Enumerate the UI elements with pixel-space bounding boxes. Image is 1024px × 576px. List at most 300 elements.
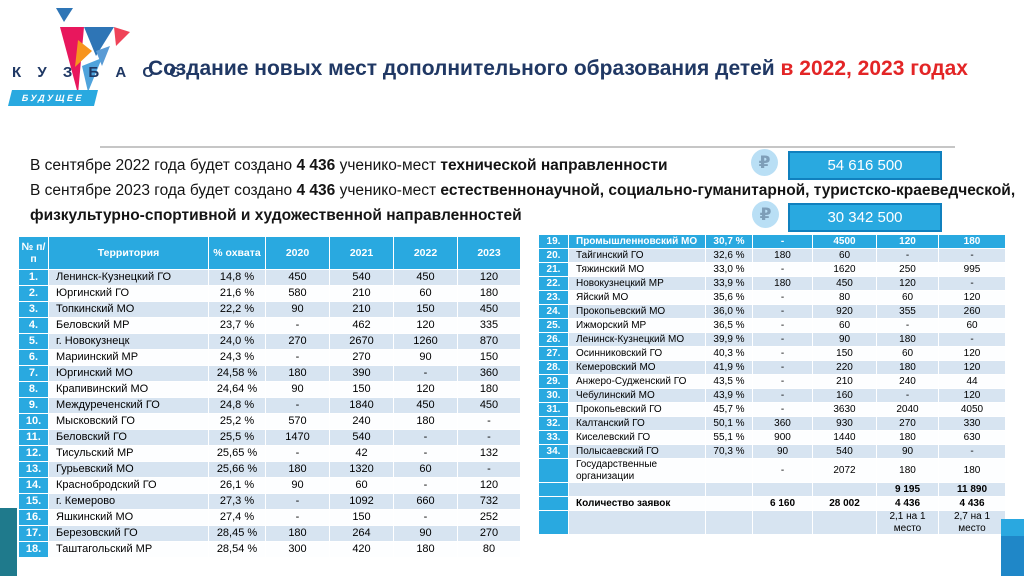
year-2020-cell: 90	[266, 382, 330, 398]
year-2023-cell: 120	[939, 361, 1006, 375]
territory-cell: Тайгинский ГО	[569, 249, 706, 263]
year-2023-cell: -	[939, 333, 1006, 347]
year-2021-cell: 1092	[330, 494, 394, 510]
year-2023-cell: 132	[458, 446, 521, 462]
year-2021-cell: 80	[813, 291, 877, 305]
row-number-cell: 26.	[539, 333, 569, 347]
year-2020-cell: 300	[266, 542, 330, 558]
year-2020-cell: -	[266, 510, 330, 526]
year-2020-cell: -	[753, 333, 813, 347]
year-2022-cell: 2040	[877, 403, 939, 417]
year-2022-cell: 60	[877, 347, 939, 361]
title-divider	[100, 146, 955, 148]
row-number-cell: 28.	[539, 361, 569, 375]
year-2023-cell: -	[939, 445, 1006, 459]
coverage-percent-cell: 25,66 %	[209, 462, 266, 478]
year-2023-cell: 180	[458, 382, 521, 398]
year-2022-cell: -	[394, 510, 458, 526]
logo-tagline-badge: БУДУЩЕЕ	[8, 90, 98, 106]
coverage-percent-cell	[706, 497, 753, 511]
year-2023-cell: 11 890	[939, 483, 1006, 497]
year-2020-cell: 180	[266, 462, 330, 478]
year-2023-cell: -	[939, 277, 1006, 291]
territory-cell: Анжеро-Судженский ГО	[569, 375, 706, 389]
coverage-percent-cell: 24,3 %	[209, 350, 266, 366]
territory-cell: Краснобродский ГО	[49, 478, 209, 494]
row-number-cell	[539, 497, 569, 511]
year-2020-cell	[753, 483, 813, 497]
territory-cell: Мариинский МР	[49, 350, 209, 366]
year-2022-cell: 270	[877, 417, 939, 431]
year-2020-cell: -	[266, 318, 330, 334]
row-number-cell: 18.	[19, 542, 49, 558]
row-number-cell: 15.	[19, 494, 49, 510]
year-2022-cell: 60	[394, 462, 458, 478]
territory-cell: Юргинский ГО	[49, 286, 209, 302]
year-2022-cell: 120	[394, 382, 458, 398]
year-2020-cell: 180	[266, 526, 330, 542]
year-2023-cell: -	[458, 430, 521, 446]
year-2021-cell	[813, 483, 877, 497]
territory-cell: Киселевский ГО	[569, 431, 706, 445]
funding-2022-badge: 54 616 500	[788, 151, 942, 180]
column-header: % охвата	[209, 237, 266, 270]
territory-cell: Яйский МО	[569, 291, 706, 305]
coverage-percent-cell: 24,64 %	[209, 382, 266, 398]
year-2021-cell: 220	[813, 361, 877, 375]
intro-text-segment: 4 436	[296, 182, 336, 199]
territory-cell: Количество заявок	[569, 497, 706, 511]
year-2020-cell: -	[266, 398, 330, 414]
funding-2023-badge: 30 342 500	[788, 203, 942, 232]
year-2021-cell: 210	[330, 286, 394, 302]
territory-cell: Березовский ГО	[49, 526, 209, 542]
table-row	[539, 431, 1006, 445]
coverage-percent-cell: 24,0 %	[209, 334, 266, 350]
table-row	[539, 389, 1006, 403]
year-2020-cell: 180	[753, 249, 813, 263]
year-2021-cell: 450	[813, 277, 877, 291]
year-2020-cell: -	[753, 389, 813, 403]
year-2022-cell: 450	[394, 398, 458, 414]
year-2021-cell: 90	[813, 333, 877, 347]
year-2022-cell: 180	[877, 459, 939, 483]
year-2022-cell: 120	[877, 277, 939, 291]
table-row	[539, 347, 1006, 361]
year-2021-cell: 2072	[813, 459, 877, 483]
ruble-icon: ₽	[752, 201, 779, 228]
table-row	[19, 302, 521, 318]
year-2022-cell: -	[394, 366, 458, 382]
year-2022-cell: 1260	[394, 334, 458, 350]
intro-text-segment: В сентябре 2022 года будет создано	[30, 157, 297, 174]
table-row	[19, 446, 521, 462]
year-2023-cell: 330	[939, 417, 1006, 431]
year-2020-cell: 90	[266, 302, 330, 318]
year-2022-cell: 180	[394, 414, 458, 430]
year-2020-cell: 450	[266, 270, 330, 286]
territory-cell: Полысаевский ГО	[569, 445, 706, 459]
year-2023-cell: 120	[939, 389, 1006, 403]
year-2022-cell: -	[877, 249, 939, 263]
year-2020-cell: -	[753, 235, 813, 249]
year-2022-cell: -	[394, 478, 458, 494]
year-2021-cell: 264	[330, 526, 394, 542]
table-row	[539, 459, 1006, 483]
year-2021-cell: 540	[330, 430, 394, 446]
year-2023-cell: 995	[939, 263, 1006, 277]
territory-cell: Ленинск-Кузнецкий ГО	[49, 270, 209, 286]
table-row	[539, 361, 1006, 375]
year-2022-cell: 90	[394, 350, 458, 366]
year-2022-cell: 9 195	[877, 483, 939, 497]
row-number-cell: 14.	[19, 478, 49, 494]
year-2020-cell: 580	[266, 286, 330, 302]
year-2021-cell: 60	[330, 478, 394, 494]
table-row	[539, 375, 1006, 389]
table-row	[539, 235, 1006, 249]
year-2021-cell: 210	[330, 302, 394, 318]
row-number-cell: 1.	[19, 270, 49, 286]
year-2021-cell: 60	[813, 319, 877, 333]
table-row	[19, 462, 521, 478]
logo-brand-text: К У З Б А С С	[12, 64, 187, 81]
row-number-cell: 32.	[539, 417, 569, 431]
year-2023-cell: 450	[458, 398, 521, 414]
year-2020-cell: -	[266, 350, 330, 366]
year-2020-cell: 570	[266, 414, 330, 430]
coverage-percent-cell: 36,0 %	[706, 305, 753, 319]
year-2020-cell: -	[753, 263, 813, 277]
row-number-cell: 19.	[539, 235, 569, 249]
year-2020-cell: -	[753, 291, 813, 305]
year-2022-cell: 150	[394, 302, 458, 318]
year-2021-cell: 1440	[813, 431, 877, 445]
year-2020-cell: 180	[266, 366, 330, 382]
coverage-percent-cell: 55,1 %	[706, 431, 753, 445]
year-2020-cell: -	[753, 375, 813, 389]
year-2023-cell: 630	[939, 431, 1006, 445]
coverage-percent-cell: 33,0 %	[706, 263, 753, 277]
territory-cell: Мысковский ГО	[49, 414, 209, 430]
table-row	[19, 286, 521, 302]
row-number-cell: 16.	[19, 510, 49, 526]
year-2023-cell: 335	[458, 318, 521, 334]
territory-cell: Крапивинский МО	[49, 382, 209, 398]
row-number-cell: 23.	[539, 291, 569, 305]
row-number-cell: 3.	[19, 302, 49, 318]
year-2023-cell: 2,7 на 1 место	[939, 511, 1006, 535]
year-2020-cell: 6 160	[753, 497, 813, 511]
year-2023-cell: 270	[458, 526, 521, 542]
row-number-cell	[539, 459, 569, 483]
title-highlight: в 2022, 2023 годах	[774, 57, 968, 80]
coverage-percent-cell	[706, 459, 753, 483]
year-2021-cell: 540	[813, 445, 877, 459]
year-2022-cell: -	[877, 389, 939, 403]
year-2020-cell: -	[266, 446, 330, 462]
intro-text-segment: 4 436	[296, 157, 336, 174]
year-2020-cell: 900	[753, 431, 813, 445]
table-row	[19, 334, 521, 350]
table-row	[539, 445, 1006, 459]
row-number-cell: 21.	[539, 263, 569, 277]
table-row	[19, 542, 521, 558]
year-2022-cell: 240	[877, 375, 939, 389]
coverage-percent-cell	[706, 483, 753, 497]
row-number-cell: 9.	[19, 398, 49, 414]
ruble-icon: ₽	[751, 149, 778, 176]
coverage-percent-cell: 35,6 %	[706, 291, 753, 305]
year-2021-cell: 462	[330, 318, 394, 334]
territory-cell: Ижморский МР	[569, 319, 706, 333]
year-2023-cell: 60	[939, 319, 1006, 333]
coverage-percent-cell: 27,4 %	[209, 510, 266, 526]
row-number-cell: 31.	[539, 403, 569, 417]
year-2021-cell: 28 002	[813, 497, 877, 511]
year-2022-cell: 660	[394, 494, 458, 510]
row-number-cell: 10.	[19, 414, 49, 430]
territory-cell: Кемеровский МО	[569, 361, 706, 375]
row-number-cell: 5.	[19, 334, 49, 350]
year-2021-cell: 240	[330, 414, 394, 430]
coverage-percent-cell: 25,5 %	[209, 430, 266, 446]
territory-cell: Гурьевский МО	[49, 462, 209, 478]
year-2023-cell: 4050	[939, 403, 1006, 417]
coverage-percent-cell: 40,3 %	[706, 347, 753, 361]
year-2020-cell: -	[753, 403, 813, 417]
intro-text-segment: технической направленности	[440, 157, 668, 174]
logo-triangles-icon	[26, 6, 136, 101]
territory-cell: Беловский ГО	[49, 430, 209, 446]
year-2021-cell: 42	[330, 446, 394, 462]
table-row	[539, 249, 1006, 263]
year-2020-cell: -	[753, 347, 813, 361]
table-row	[19, 414, 521, 430]
year-2023-cell: 180	[458, 286, 521, 302]
territory-cell: г. Кемерово	[49, 494, 209, 510]
coverage-percent-cell: 26,1 %	[209, 478, 266, 494]
territory-cell	[569, 511, 706, 535]
territory-cell: Тяжинский МО	[569, 263, 706, 277]
coverage-percent-cell: 39,9 %	[706, 333, 753, 347]
intro-text-segment: ученико-мест	[335, 157, 441, 174]
year-2022-cell: -	[877, 319, 939, 333]
column-header: 2022	[394, 237, 458, 270]
year-2021-cell: 4500	[813, 235, 877, 249]
row-number-cell: 11.	[19, 430, 49, 446]
coverage-percent-cell: 30,7 %	[706, 235, 753, 249]
row-number-cell: 4.	[19, 318, 49, 334]
column-header: 2020	[266, 237, 330, 270]
year-2022-cell: 60	[394, 286, 458, 302]
year-2022-cell: 90	[394, 526, 458, 542]
territory-cell: Государственные организации	[569, 459, 706, 483]
territory-cell: г. Новокузнецк	[49, 334, 209, 350]
row-number-cell: 20.	[539, 249, 569, 263]
territories-table-left	[18, 236, 521, 558]
year-2023-cell: 120	[939, 291, 1006, 305]
year-2021-cell: 1840	[330, 398, 394, 414]
row-number-cell: 12.	[19, 446, 49, 462]
intro-text-segment: ученико-мест	[335, 182, 441, 199]
year-2021-cell: 210	[813, 375, 877, 389]
year-2020-cell: 180	[753, 277, 813, 291]
coverage-percent-cell: 28,54 %	[209, 542, 266, 558]
territory-cell	[569, 483, 706, 497]
row-number-cell: 6.	[19, 350, 49, 366]
table-row	[539, 511, 1006, 535]
year-2021-cell: 150	[330, 382, 394, 398]
year-2020-cell: -	[266, 494, 330, 510]
table-row	[539, 417, 1006, 431]
year-2023-cell: 252	[458, 510, 521, 526]
territory-cell: Таштагольский МР	[49, 542, 209, 558]
row-number-cell: 17.	[19, 526, 49, 542]
coverage-percent-cell: 25,2 %	[209, 414, 266, 430]
coverage-percent-cell: 45,7 %	[706, 403, 753, 417]
row-number-cell: 8.	[19, 382, 49, 398]
table-row	[19, 526, 521, 542]
row-number-cell	[539, 483, 569, 497]
coverage-percent-cell: 25,65 %	[209, 446, 266, 462]
year-2023-cell: 120	[939, 347, 1006, 361]
row-number-cell: 25.	[539, 319, 569, 333]
year-2021-cell: 390	[330, 366, 394, 382]
year-2022-cell: 180	[877, 333, 939, 347]
year-2021-cell: 930	[813, 417, 877, 431]
territory-cell: Ленинск-Кузнецкий МО	[569, 333, 706, 347]
year-2020-cell: 90	[266, 478, 330, 494]
row-number-cell: 33.	[539, 431, 569, 445]
year-2023-cell: 44	[939, 375, 1006, 389]
territory-cell: Топкинский МО	[49, 302, 209, 318]
table-row	[19, 510, 521, 526]
year-2022-cell: 250	[877, 263, 939, 277]
table-row	[539, 333, 1006, 347]
coverage-percent-cell: 41,9 %	[706, 361, 753, 375]
territory-cell: Осинниковский ГО	[569, 347, 706, 361]
year-2022-cell: 90	[877, 445, 939, 459]
table-row	[539, 483, 1006, 497]
year-2020-cell: -	[753, 459, 813, 483]
row-number-cell: 27.	[539, 347, 569, 361]
year-2020-cell: -	[753, 305, 813, 319]
table-row	[19, 366, 521, 382]
year-2020-cell: -	[753, 319, 813, 333]
row-number-cell: 22.	[539, 277, 569, 291]
territories-table-right	[538, 234, 1006, 535]
year-2023-cell: 260	[939, 305, 1006, 319]
year-2022-cell: 120	[877, 235, 939, 249]
table-row	[539, 497, 1006, 511]
territory-cell: Промышленновский МО	[569, 235, 706, 249]
table-row	[19, 398, 521, 414]
row-number-cell: 34.	[539, 445, 569, 459]
year-2022-cell: 180	[394, 542, 458, 558]
coverage-percent-cell: 24,58 %	[209, 366, 266, 382]
coverage-percent-cell: 14,8 %	[209, 270, 266, 286]
year-2021-cell: 920	[813, 305, 877, 319]
year-2023-cell: 180	[939, 459, 1006, 483]
territory-cell: Новокузнецкий МР	[569, 277, 706, 291]
year-2023-cell: 120	[458, 478, 521, 494]
table-row	[539, 277, 1006, 291]
coverage-percent-cell: 24,8 %	[209, 398, 266, 414]
year-2023-cell: 450	[458, 302, 521, 318]
table-row	[19, 478, 521, 494]
table-row	[539, 263, 1006, 277]
year-2022-cell: 60	[877, 291, 939, 305]
coverage-percent-cell: 43,9 %	[706, 389, 753, 403]
year-2022-cell: -	[394, 430, 458, 446]
year-2022-cell: 4 436	[877, 497, 939, 511]
row-number-cell: 2.	[19, 286, 49, 302]
table-row	[539, 403, 1006, 417]
table-row	[19, 318, 521, 334]
territory-cell: Яшкинский МО	[49, 510, 209, 526]
year-2021-cell: 150	[813, 347, 877, 361]
year-2023-cell: 150	[458, 350, 521, 366]
year-2022-cell: 355	[877, 305, 939, 319]
column-header: 2023	[458, 237, 521, 270]
year-2021-cell: 160	[813, 389, 877, 403]
table-header-row	[19, 237, 521, 270]
year-2022-cell: 180	[877, 431, 939, 445]
year-2020-cell: 360	[753, 417, 813, 431]
left-edge-accent-bar	[0, 508, 17, 576]
kuzbass-logo	[8, 4, 187, 114]
title-main: Создание новых мест дополнительного образования детей	[148, 57, 775, 80]
column-header: 2021	[330, 237, 394, 270]
year-2023-cell: 80	[458, 542, 521, 558]
intro-text-segment: естественнонаучной, социально-гуманитарной, туристско-краеведческой, физкультурно-спортивной и художественной направленностей	[30, 182, 1016, 224]
territory-cell: Прокопьевский ГО	[569, 403, 706, 417]
coverage-percent-cell: 33,9 %	[706, 277, 753, 291]
year-2021-cell: 60	[813, 249, 877, 263]
column-header: Территория	[49, 237, 209, 270]
territory-cell: Тисульский МР	[49, 446, 209, 462]
coverage-percent-cell: 36,5 %	[706, 319, 753, 333]
year-2021-cell: 420	[330, 542, 394, 558]
territory-cell: Юргинский МО	[49, 366, 209, 382]
intro-text-segment: В сентябре 2023 года будет создано	[30, 182, 297, 199]
year-2021-cell	[813, 511, 877, 535]
year-2023-cell: -	[458, 462, 521, 478]
coverage-percent-cell: 27,3 %	[209, 494, 266, 510]
year-2023-cell: 732	[458, 494, 521, 510]
year-2021-cell: 1320	[330, 462, 394, 478]
row-number-cell: 24.	[539, 305, 569, 319]
row-number-cell	[539, 511, 569, 535]
territory-cell: Беловский МР	[49, 318, 209, 334]
table-row	[19, 494, 521, 510]
year-2022-cell: 120	[394, 318, 458, 334]
page-title	[148, 56, 993, 82]
year-2023-cell: -	[458, 414, 521, 430]
year-2021-cell: 150	[330, 510, 394, 526]
right-edge-accent-block-light	[1001, 519, 1024, 536]
year-2020-cell: -	[753, 361, 813, 375]
year-2020-cell	[753, 511, 813, 535]
territory-cell: Калтанский ГО	[569, 417, 706, 431]
year-2023-cell: 870	[458, 334, 521, 350]
year-2022-cell: -	[394, 446, 458, 462]
territory-cell: Прокопьевский МО	[569, 305, 706, 319]
year-2021-cell: 540	[330, 270, 394, 286]
coverage-percent-cell: 70,3 %	[706, 445, 753, 459]
year-2023-cell: 4 436	[939, 497, 1006, 511]
